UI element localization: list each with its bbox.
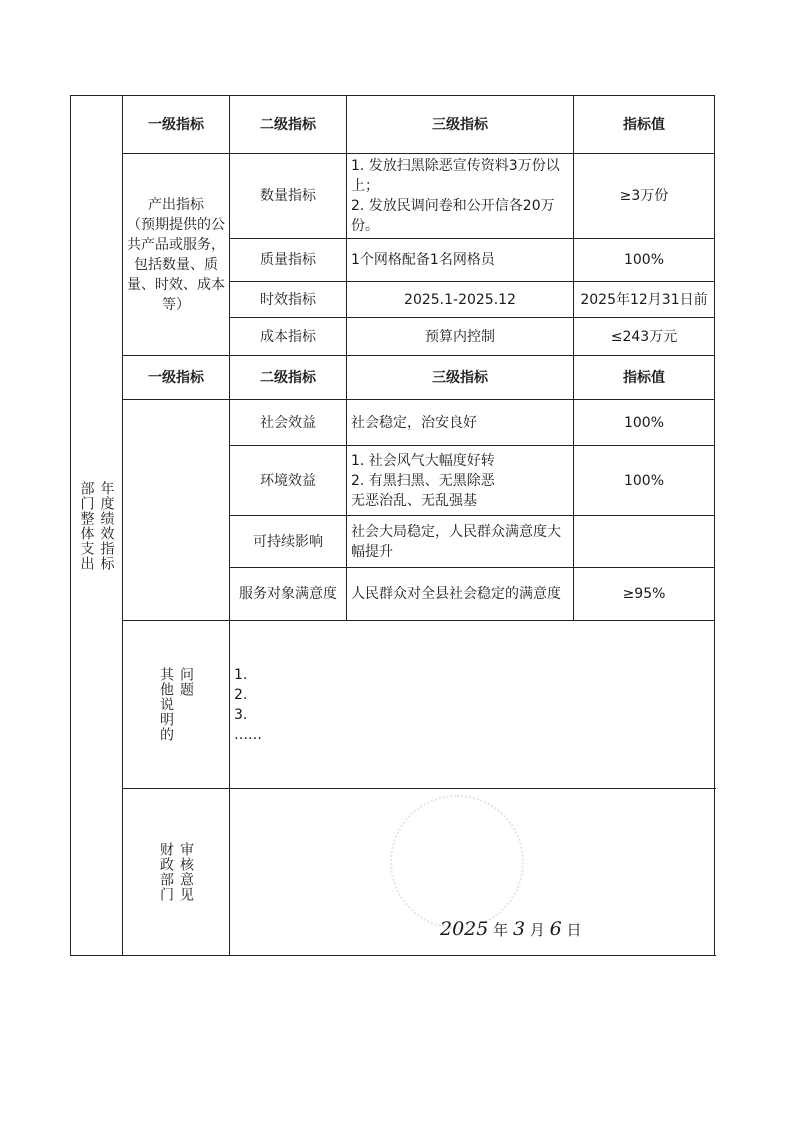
level3-environment bbox=[347, 446, 574, 516]
header2-level3: 三级指标 bbox=[347, 356, 574, 400]
value-quality: 100% bbox=[574, 239, 715, 282]
level3-social-line1: 社会稳定，治安良好 bbox=[351, 414, 477, 431]
level2-sustainability: 可持续影响 bbox=[230, 516, 347, 568]
value-environment: 100% bbox=[574, 446, 715, 516]
note-item-3: 3. bbox=[234, 706, 248, 723]
header-level2: 二级指标 bbox=[230, 96, 347, 154]
level3-environment-line2: 2. 有黑扫黑、无黑除恶 bbox=[351, 472, 495, 489]
level3-social bbox=[347, 400, 574, 446]
note-item-2: 2. bbox=[234, 686, 248, 703]
review-date bbox=[440, 918, 582, 940]
header-level1: 一级指标 bbox=[123, 96, 230, 154]
level3-environment-line1: 1. 社会风气大幅度好转 bbox=[351, 452, 495, 469]
finance-review-title-cell bbox=[123, 789, 230, 956]
level3-quantity-line2: 2. 发放民调问卷和公开信各20万份。 bbox=[351, 198, 555, 234]
level2-satisfaction: 服务对象满意度 bbox=[230, 568, 347, 621]
row-title-finance-line1: 审核意见 bbox=[178, 842, 194, 902]
note-item-1: 1. bbox=[234, 666, 248, 683]
benefit-indicator-label-cell bbox=[123, 400, 230, 621]
row-title-finance-line2: 财政部门 bbox=[158, 842, 174, 902]
row-title-other-line1: 问题 bbox=[178, 667, 194, 697]
level3-satisfaction-line1: 人民群众对全县社会稳定的满意度 bbox=[351, 586, 561, 602]
level2-timeliness: 时效指标 bbox=[230, 282, 347, 318]
level3-satisfaction bbox=[347, 568, 574, 621]
note-item-more: …… bbox=[234, 726, 262, 743]
level2-cost: 成本指标 bbox=[230, 318, 347, 356]
output-indicator-label-cell bbox=[123, 154, 230, 356]
value-social: 100% bbox=[574, 400, 715, 446]
level2-environment: 环境效益 bbox=[230, 446, 347, 516]
header-value: 指标值 bbox=[574, 96, 715, 154]
level3-quantity-line1: 1. 发放扫黑除恶宣传资料3万份以上； bbox=[351, 158, 560, 194]
date-month-handwritten: 3 bbox=[512, 918, 526, 940]
level3-quality: 1个网格配备1名网格员 bbox=[347, 239, 574, 282]
level3-sustainability bbox=[347, 516, 574, 568]
value-sustainability bbox=[574, 516, 715, 568]
header-level3: 三级指标 bbox=[347, 96, 574, 154]
value-timeliness: 2025年12月31日前 bbox=[574, 282, 715, 318]
performance-indicator-table bbox=[70, 95, 715, 956]
header2-level1: 一级指标 bbox=[123, 356, 230, 400]
header2-level2: 二级指标 bbox=[230, 356, 347, 400]
date-year-handwritten: 2025 bbox=[440, 918, 489, 940]
faded-official-seal bbox=[390, 795, 524, 929]
annual-indicator-title-cell bbox=[71, 96, 123, 956]
level3-timeliness: 2025.1-2025.12 bbox=[347, 282, 574, 318]
level2-quality: 质量指标 bbox=[230, 239, 347, 282]
date-month-char: 月 bbox=[529, 921, 545, 939]
row-title-annual-line2: 部门整体支出 bbox=[78, 480, 95, 571]
level3-environment-line3: 无恶治乱、无乱强基 bbox=[351, 492, 477, 509]
other-notes-title-cell bbox=[123, 621, 230, 789]
date-day-handwritten: 6 bbox=[549, 918, 562, 940]
value-satisfaction: ≥95% bbox=[574, 568, 715, 621]
level2-quantity: 数量指标 bbox=[230, 154, 347, 239]
output-indicator-title: 产出指标 bbox=[148, 196, 204, 213]
level3-quantity bbox=[347, 154, 574, 239]
date-year-char: 年 bbox=[493, 921, 509, 939]
date-day-char: 日 bbox=[566, 921, 582, 939]
row-title-other-line2: 其他说明的 bbox=[158, 667, 174, 742]
level2-social: 社会效益 bbox=[230, 400, 347, 446]
value-quantity: ≥3万份 bbox=[574, 154, 715, 239]
level3-sustainability-line1: 社会大局稳定，人民群众满意度大幅提升 bbox=[351, 523, 561, 560]
value-cost: ≤243万元 bbox=[574, 318, 715, 356]
level3-cost: 预算内控制 bbox=[347, 318, 574, 356]
header2-value: 指标值 bbox=[574, 356, 715, 400]
row-title-annual-line1: 年度绩效指标 bbox=[98, 480, 115, 571]
output-indicator-desc: （预期提供的公共产品或服务，包括数量、质量、时效、成本等） bbox=[127, 216, 225, 313]
other-notes-content bbox=[230, 621, 715, 789]
